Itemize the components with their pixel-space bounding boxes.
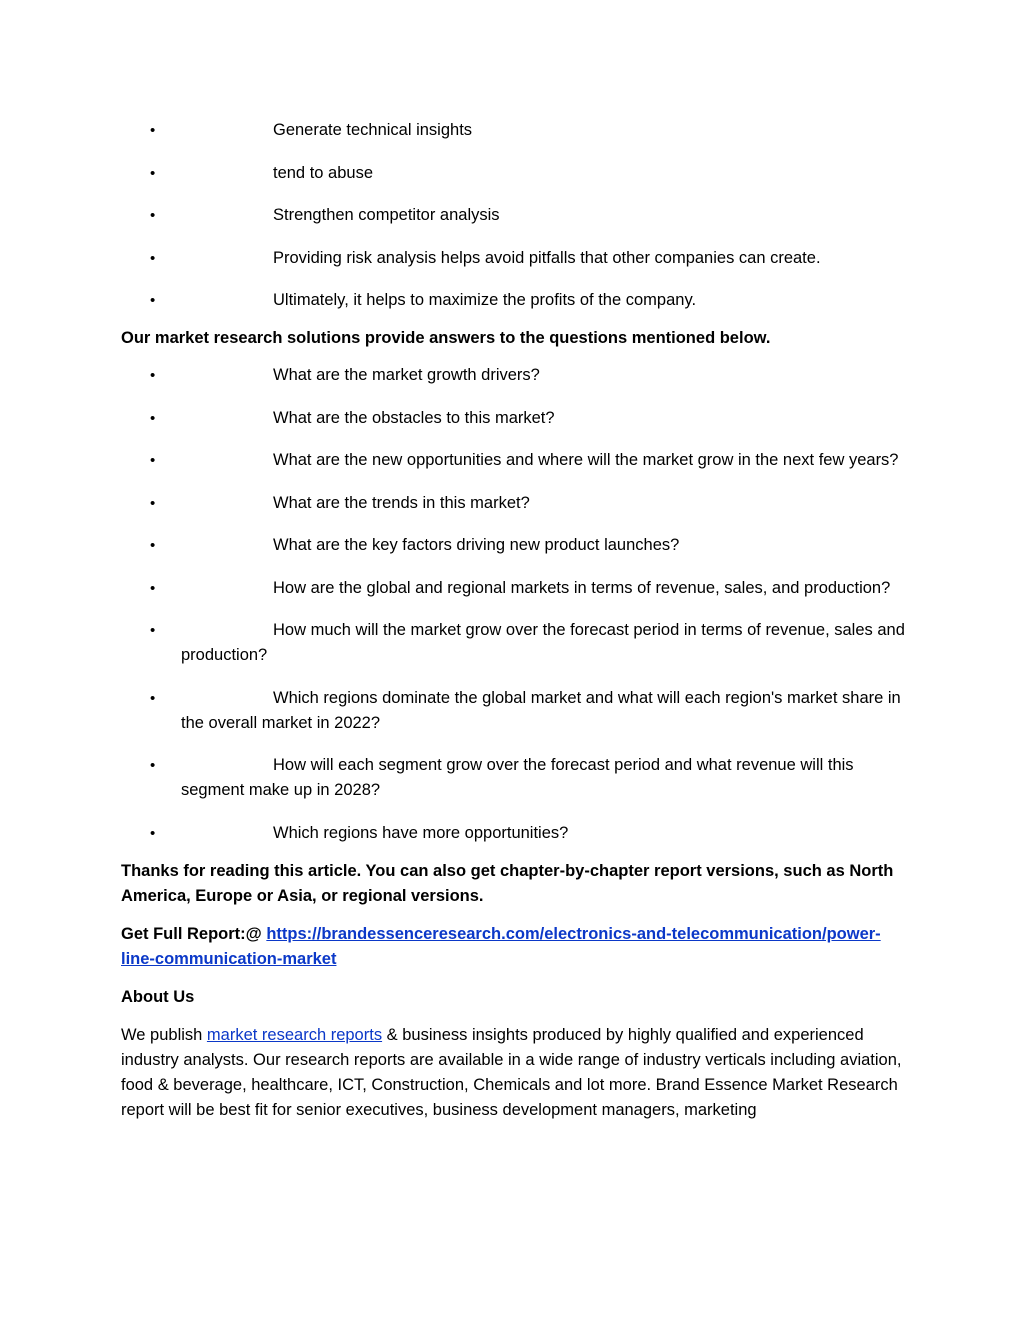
list-item-text: What are the obstacles to this market?	[273, 408, 555, 427]
bullet-icon: •	[150, 409, 156, 427]
list-item	[121, 576, 911, 601]
list-item-text: Strengthen competitor analysis	[273, 206, 500, 224]
list-item-text: What are the key factors driving new product launches?	[273, 536, 680, 554]
questions-list	[121, 363, 911, 846]
list-item-text: Which regions dominate the global market and what will each region's market share in the overall market in 2022?	[181, 688, 901, 732]
list-item-text: Which regions have more opportunities?	[273, 823, 569, 842]
list-item	[121, 203, 911, 228]
list-item	[121, 363, 911, 388]
benefits-list	[121, 118, 911, 313]
list-item-text: Generate technical insights	[273, 121, 473, 139]
list-item	[121, 753, 911, 803]
list-item-text: What are the new opportunities and where will the market grow in the next few years?	[273, 451, 899, 469]
list-item	[121, 491, 911, 516]
list-item	[121, 686, 911, 736]
full-report-paragraph	[121, 922, 911, 972]
bullet-icon: •	[150, 164, 156, 182]
about-heading: About Us	[121, 987, 195, 1006]
list-item-text: How are the global and regional markets in terms of revenue, sales, and production?	[273, 578, 891, 597]
list-item	[121, 288, 911, 313]
list-item	[121, 246, 911, 271]
list-item	[121, 161, 911, 186]
bullet-icon: •	[150, 689, 156, 707]
bullet-icon: •	[150, 824, 156, 842]
list-item-text: What are the market growth drivers?	[273, 366, 540, 384]
list-item	[121, 118, 911, 143]
list-item	[121, 821, 911, 846]
list-item-text: How will each segment grow over the forecast period and what revenue will this segment make up in 2028?	[181, 756, 854, 799]
questions-heading: Our market research solutions provide answers to the questions mentioned below.	[121, 329, 771, 347]
list-item-text: How much will the market grow over the forecast period in terms of revenue, sales and production?	[181, 621, 905, 664]
bullet-icon: •	[150, 537, 156, 554]
list-item-text: Providing risk analysis helps avoid pitfalls that other companies can create.	[273, 248, 821, 267]
bullet-icon: •	[150, 452, 156, 469]
about-text-after: & business insights produced by highly qualified and experienced industry analysts. Our research reports are available in a wide range of industry verticals including aviation, food & beverage, healthcare, ICT, Construction, Chemicals and lot more. Brand Essence Market Research report will be best fit for senior executives, business development managers, marketing	[121, 1025, 902, 1119]
bullet-icon: •	[150, 249, 156, 267]
list-item	[121, 448, 911, 473]
bullet-icon: •	[150, 207, 156, 224]
list-item	[121, 533, 911, 558]
list-item	[121, 406, 911, 431]
list-item	[121, 618, 911, 668]
bullet-icon: •	[150, 122, 156, 139]
full-report-label: Get Full Report:@	[121, 924, 267, 943]
thanks-paragraph: Thanks for reading this article. You can also get chapter-by-chapter report versions, such as North America, Europe or Asia, or regional versions.	[121, 861, 894, 905]
bullet-icon: •	[150, 494, 156, 512]
market-research-reports-link[interactable]: market research reports	[206, 1025, 383, 1044]
page-content	[121, 118, 911, 1136]
list-item-text: What are the trends in this market?	[273, 493, 530, 512]
about-text-before: We publish	[121, 1025, 207, 1044]
list-item-text: tend to abuse	[273, 163, 373, 182]
bullet-icon: •	[150, 757, 156, 774]
list-item-text: Ultimately, it helps to maximize the profits of the company.	[273, 291, 697, 309]
bullet-icon: •	[150, 622, 156, 639]
bullet-icon: •	[150, 292, 156, 309]
full-report-link[interactable]: https://brandessenceresearch.com/electronics-and-telecommunication/power-line-communication-market	[121, 924, 881, 968]
about-paragraph	[121, 1023, 911, 1123]
bullet-icon: •	[150, 367, 156, 384]
bullet-icon: •	[150, 579, 156, 597]
